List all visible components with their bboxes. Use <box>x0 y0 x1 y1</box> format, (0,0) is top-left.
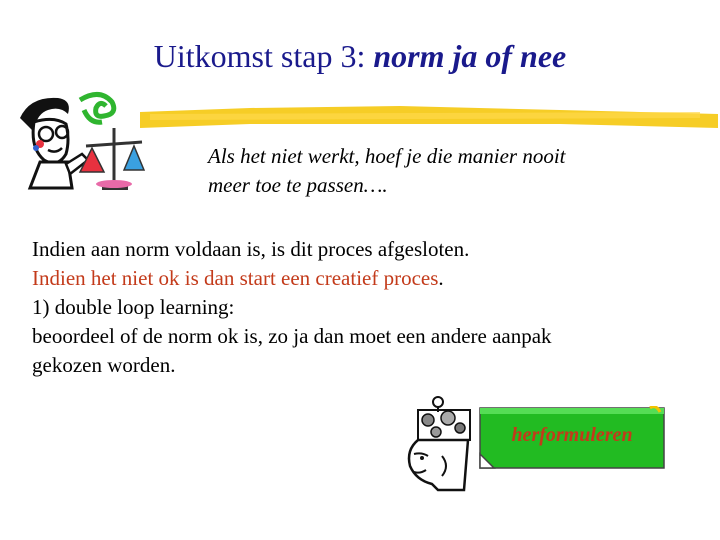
body-line-3: 1) double loop learning: <box>32 295 235 319</box>
thinking-head-clipart <box>398 396 478 492</box>
title-prefix: Uitkomst stap 3: <box>153 38 374 74</box>
title-emphasis: norm ja of nee <box>373 38 567 74</box>
body-line-2 <box>32 264 682 293</box>
subtitle-line-2: meer toe te passen…. <box>208 173 388 197</box>
body-line-2-suffix: . <box>438 266 444 290</box>
body-text <box>32 235 682 380</box>
body-line-2-text: Indien het niet ok is dan start een creatief proces <box>32 266 439 290</box>
note-label: herformuleren <box>511 424 633 446</box>
slide-title <box>0 38 720 75</box>
body-line-4: beoordeel of de norm ok is, zo ja dan moet een andere aanpak <box>32 324 552 348</box>
subtitle <box>208 142 668 200</box>
scientist-with-scale-clipart <box>10 88 145 198</box>
subtitle-line-1: Als het niet werkt, hoef je die manier nooit <box>208 144 566 168</box>
body-line-1: Indien aan norm voldaan is, is dit proces afgesloten. <box>32 237 470 261</box>
body-line-5: gekozen worden. <box>32 353 176 377</box>
